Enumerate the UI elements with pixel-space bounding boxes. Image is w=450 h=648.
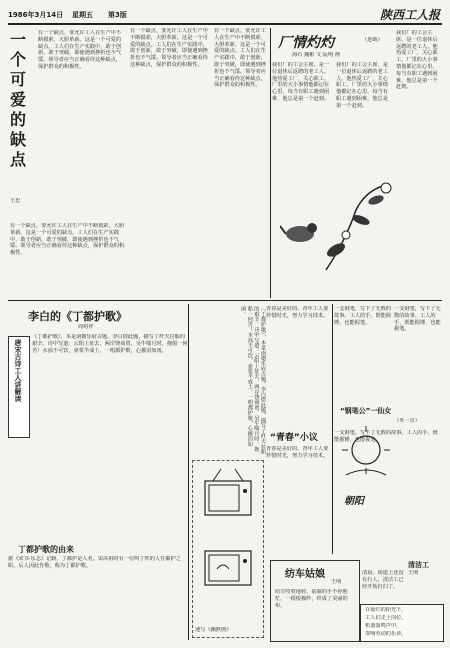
- article-moon-title: 朝阳: [344, 496, 364, 507]
- col-divider-top: [270, 28, 271, 298]
- col-divider-2: [332, 304, 333, 554]
- poem-line-2: 工人们走上岗位，: [365, 615, 407, 621]
- article-main-subtitle: 丁都护歌的由来: [18, 545, 74, 554]
- article-flaw-col2: 有一个缺点，要允许工人在生产中不断摸索，大胆革新。这是一个可爱的缺点。工人们在生产实践中，敢于创新，敢于突破，即使遇到挫折也不气馁。领导者应当正确看待这种缺点，保护群众的积极性。: [130, 28, 208, 68]
- article-flaw-title: 一个可爱的缺点: [10, 30, 27, 169]
- header-bar: [8, 6, 442, 22]
- article-main-byline: 周绍祥: [78, 324, 94, 330]
- comic-caption: 速写《幽默画》: [195, 627, 232, 633]
- article-worker-byline: 王明: [408, 570, 419, 576]
- article-worker-title: 清洁工: [408, 561, 429, 569]
- column-note-title: “青春”小议: [270, 433, 318, 443]
- article-love-subtitle: （连载）: [362, 37, 383, 43]
- tv-drawing: [193, 461, 263, 625]
- article-girl-body: 纺车吱吱地转，姑娘的手不停地忙。一根根棉纱，织成了美丽的布。: [275, 589, 348, 609]
- article-flaw-body: 有一个缺点，要允许工人在生产中不断摸索，大胆革新。这是一个可爱的缺点。工人们在生产实践中，敢于创新，敢于突破，即使遇到挫折也不气馁。领导者应当正确看待这种缺点，保护群众的积极性。: [38, 30, 122, 70]
- poem-line-1: 在灿烂的阳光下，: [365, 607, 407, 613]
- column-vertical-text: 《丁都护歌》，本是南朝乐府古题。李白借此题，描写了纤夫拉船的艰辛。诗中写道：云阳上征去，两岸饶商贾。吴牛喘月时，拖船一何苦！水浊不可饮，壶浆半成土。一唱都护歌，心摧泪如雨。: [240, 306, 266, 455]
- article-girl-title: 纺车姑娘: [285, 569, 325, 580]
- side-label-box: [8, 336, 30, 438]
- section-rule: [8, 300, 442, 301]
- article-main: [8, 304, 188, 644]
- bird-illustration: [280, 216, 320, 246]
- poem-line-3: 机器轰鸣声中，: [365, 623, 402, 629]
- article-pen-title: “钢笔公”一仙女: [340, 407, 392, 415]
- article-pen-body-c: 一支钢笔，写下了无数的故事。工人的手，既能握锤，也能握笔。: [334, 430, 438, 443]
- issue-page: 第3版: [108, 11, 127, 19]
- article-love-body-b: 我们厂的工会主席，是一位退休后返聘的老工人。他热爱工厂，关心职工，厂里的大小事情他都记在心里。每当有职工遇到困难，他总是第一个赶到。: [336, 62, 388, 109]
- article-girl-byline: 王明: [331, 579, 342, 585]
- column-note-pre: 青春是美好的。青年工人要珍惜时光，努力学习技术。: [266, 306, 329, 319]
- article-moon: [336, 420, 406, 510]
- article-pen-body-b: 一支钢笔，写下了无数的故事。工人的手，既能握锤，也能握笔。: [394, 306, 441, 333]
- article-girl: [270, 560, 360, 642]
- article-flaw-body-cont: 有一个缺点，要允许工人在生产中不断摸索，大胆革新。这是一个可爱的缺点。工人们在生产实践中，敢于创新，敢于突破，即使遇到挫折也不气馁。领导者应当正确看待这种缺点，保护群众的积极性。: [10, 223, 125, 257]
- article-flaw-byline: 王忠: [10, 198, 21, 204]
- flower-illustration: [316, 180, 400, 280]
- header-rule: [8, 23, 442, 25]
- article-love-body: 我们厂的工会主席，是一位退休后返聘的老工人。他热爱工厂，关心职工，厂里的大小事情他都记在心里。每当有职工遇到困难，他总是第一个赶到。: [272, 62, 330, 102]
- article-flaw-col3: 有一个缺点，要允许工人在生产中不断摸索，大胆革新。这是一个可爱的缺点。工人们在生产实践中，敢于创新，敢于突破，即使遇到挫折也不气馁。领导者应当正确看待这种缺点，保护群众的积极性。: [214, 28, 266, 89]
- side-label: 唐宋古诗工人讲解读: [14, 339, 22, 402]
- col-divider-1: [188, 304, 189, 640]
- article-love-byline: 海石 魏彬 文 阮明 画: [292, 52, 341, 58]
- masthead: 陕西工人报: [379, 8, 440, 22]
- article-pen-byline: （外一首）: [394, 418, 420, 424]
- article-love-body-c: 我们厂的工会主席，是一位退休后返聘的老工人。他热爱工厂，关心职工，厂里的大小事情他都记在心里。每当有职工遇到困难，他总是第一个赶到。: [396, 30, 438, 91]
- issue-weekday: 星期五: [72, 11, 93, 19]
- article-main-title: 李白的《丁都护歌》: [28, 310, 127, 323]
- sun-drawing: [336, 420, 406, 490]
- article-main-body: 《丁都护歌》，本是南朝乐府古题。李白借此题，描写了纤夫拉船的艰辛。诗中写道：云阳上征去，两岸饶商贾。吴牛喘月时，拖船一何苦！水浊不可饮，壶浆半成土。一唱都护歌，心摧泪如雨。: [32, 334, 188, 354]
- poem-line-4: 奏响劳动的乐章。: [365, 631, 407, 637]
- comic-panel: [192, 460, 264, 638]
- article-worker-body: 清晨，街道上还没有行人，清洁工已经开始打扫了。: [362, 570, 404, 590]
- article-main-subbody: 据《宋书·乐志》记载，丁都护是人名，宋高祖时有一位叫丁旿的人任都护之职。后人因此作歌，称为丁都护歌。: [8, 556, 181, 569]
- column-note-body: 青春是美好的。青年工人要珍惜时光，努力学习技术。: [266, 446, 329, 459]
- article-pen-body: 一支钢笔，写下了无数的故事。工人的手，既能握锤，也能握笔。: [334, 306, 392, 326]
- article-love-title: 厂情灼灼: [278, 35, 334, 51]
- poem-box: [360, 604, 444, 642]
- article-flaw: [8, 28, 128, 298]
- issue-date: 1986年3月14日: [8, 11, 64, 19]
